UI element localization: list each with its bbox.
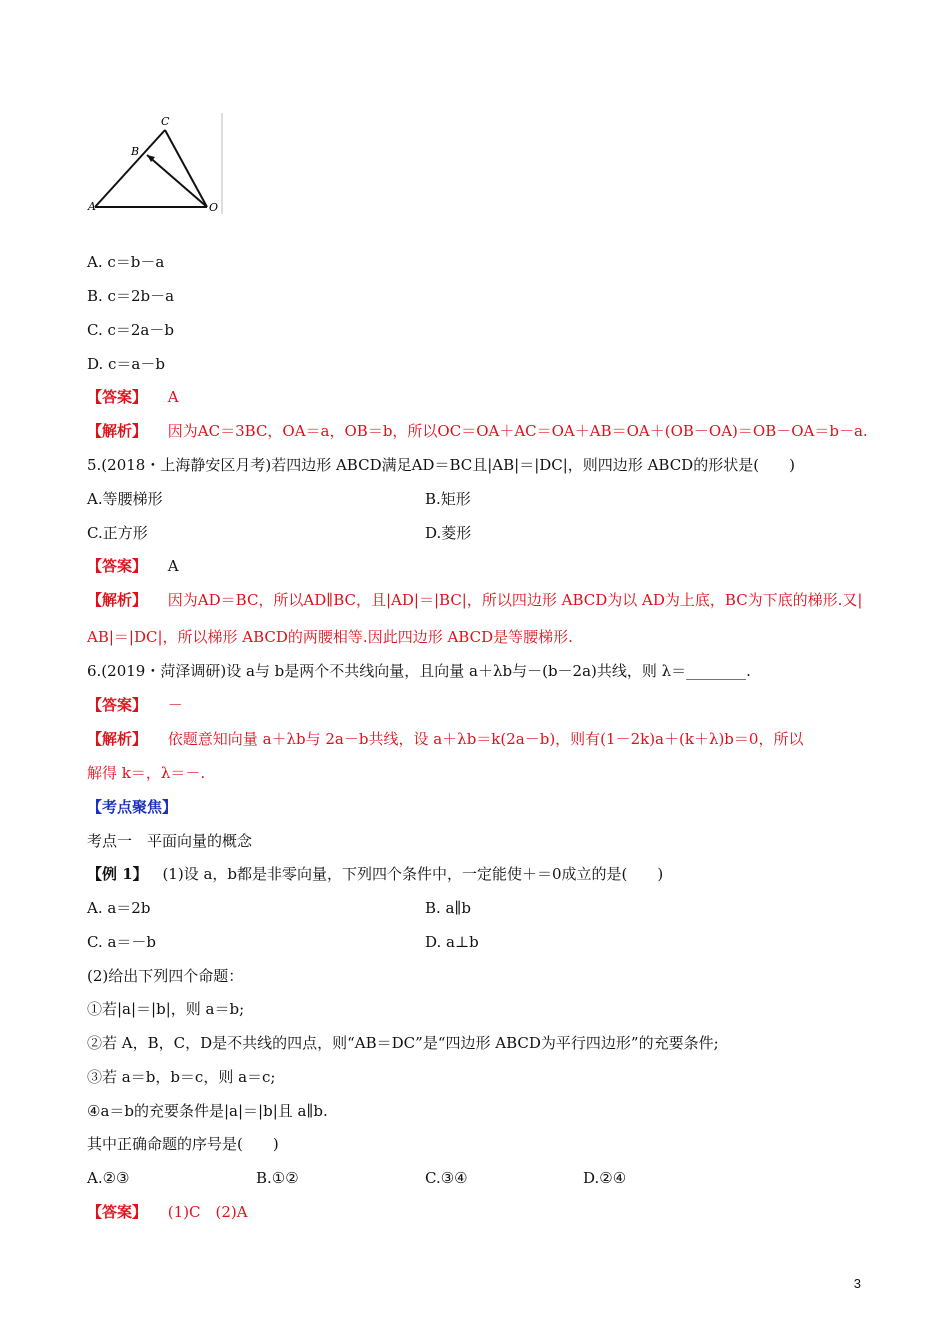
- q4-option-a: A. c＝b－a: [87, 253, 165, 271]
- q4-option-c: C. c＝2a－b: [87, 321, 174, 339]
- q6-analysis-line2: 解得 k＝，λ＝－.: [87, 764, 206, 782]
- analysis-text: 依题意知向量 a＋λb与 2a－b共线，设 a＋λb＝k(2a－b)，则有(1－2k)a＋(k＋λ)b＝0，所以: [167, 730, 804, 748]
- q5-analysis-line1: [87, 590, 863, 610]
- answer-value: A: [167, 388, 179, 406]
- answer-tag: 【答案】: [87, 388, 148, 406]
- label-c: C: [161, 115, 170, 128]
- q6-stem: 6.(2019・菏泽调研)设 a与 b是两个不共线向量，且向量 a＋λb与－(b－2a)共线，则 λ＝________.: [87, 662, 751, 680]
- segment-ob: [147, 155, 207, 207]
- q5-stem: 5.(2018・上海静安区月考)若四边形 ABCD满足AD＝BC且|AB|＝|DC|，则四边形 ABCD的形状是( ): [87, 456, 795, 474]
- example-option-a: A. a＝2b: [87, 899, 151, 917]
- segment-oc: [165, 130, 207, 207]
- answer-tag: 【答案】: [87, 1203, 148, 1221]
- q4-option-b: B. c＝2b－a: [87, 287, 175, 305]
- example-1: [87, 864, 663, 884]
- label-o: O: [209, 201, 219, 214]
- analysis-tag: 【解析】: [87, 591, 148, 609]
- q5-option-b: B.矩形: [425, 490, 471, 508]
- label-b: B: [131, 145, 140, 158]
- q6-analysis-line1: [87, 729, 803, 749]
- answer-tag: 【答案】: [87, 696, 148, 714]
- q5-answer: [87, 556, 179, 576]
- example-tag: 【例 1】: [87, 865, 148, 883]
- q6-answer: [87, 695, 183, 715]
- q4-answer: [87, 387, 179, 407]
- choice-d: D.②④: [583, 1169, 627, 1187]
- choice-c: C.③④: [425, 1169, 468, 1187]
- choice-a: A.②③: [87, 1169, 130, 1187]
- example-stem: (1)设 a，b都是非零向量，下列四个条件中，一定能使＋＝0成立的是( ): [162, 865, 664, 883]
- q4-analysis: [87, 421, 868, 441]
- proposition-4: ④a＝b的充要条件是|a|＝|b|且 a∥b.: [87, 1102, 328, 1120]
- proposition-2: ②若 A，B，C，D是不共线的四点，则“AB＝DC”是“四边形 ABCD为平行四边形”的充要条件;: [87, 1034, 719, 1052]
- label-a: A: [88, 200, 96, 213]
- example-option-b: B. a∥b: [425, 899, 472, 917]
- example-question: 其中正确命题的序号是( ): [87, 1135, 279, 1153]
- triangle-figure: [85, 110, 225, 218]
- analysis-text: 因为AC＝3BC，OA＝a，OB＝b，所以OC＝OA＋AC＝OA＋AB＝OA＋(OB－OA)＝OB－OA＝b－a.: [167, 422, 868, 440]
- analysis-tag: 【解析】: [87, 422, 148, 440]
- example-part2: (2)给出下列四个命题：: [87, 967, 244, 985]
- answer-value: (1)C (2)A: [167, 1203, 248, 1221]
- q4-option-d: D. c＝a－b: [87, 355, 165, 373]
- focus-point: 考点一 平面向量的概念: [87, 832, 253, 850]
- choice-b: B.①②: [256, 1169, 299, 1187]
- proposition-3: ③若 a＝b，b＝c，则 a＝c;: [87, 1068, 276, 1086]
- analysis-text: 因为AD＝BC，所以AD∥BC，且|AD|＝|BC|，所以四边形 ABCD为以 AD为上底，BC为下底的梯形.又|: [167, 591, 863, 609]
- example-answer: [87, 1202, 248, 1222]
- example-option-d: D. a⊥b: [425, 933, 479, 951]
- q5-analysis-line2: AB|＝|DC|，所以梯形 ABCD的两腰相等.因此四边形 ABCD是等腰梯形.: [87, 628, 573, 646]
- segment-ac: [95, 130, 165, 207]
- focus-header: 【考点聚焦】: [87, 798, 178, 816]
- q5-option-c: C.正方形: [87, 524, 148, 542]
- page-number: 3: [853, 1276, 861, 1291]
- q5-option-d: D.菱形: [425, 524, 472, 542]
- q5-option-a: A.等腰梯形: [87, 490, 163, 508]
- answer-tag: 【答案】: [87, 557, 148, 575]
- answer-value: A: [167, 557, 179, 575]
- answer-value: －: [167, 696, 183, 714]
- analysis-tag: 【解析】: [87, 730, 148, 748]
- example-option-c: C. a＝－b: [87, 933, 157, 951]
- proposition-1: ①若|a|＝|b|，则 a＝b;: [87, 1000, 245, 1018]
